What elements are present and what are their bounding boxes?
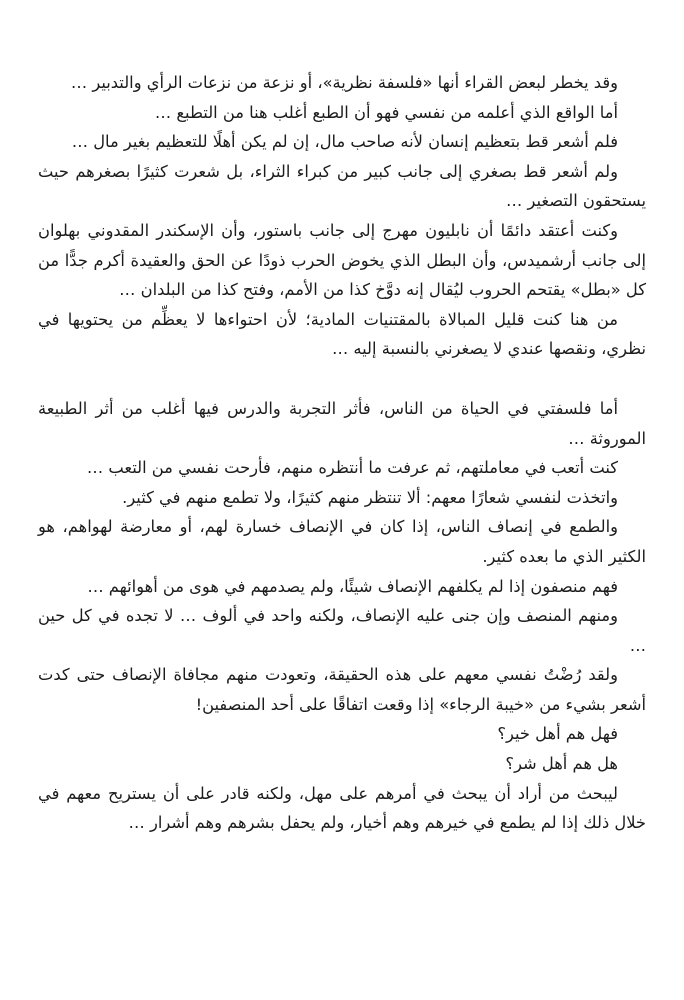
section-gap	[38, 364, 646, 394]
paragraph-8: كنت أتعب في معاملتهم، ثم عرفت ما أنتظره منهم، فأرحت نفسي من التعب …	[86, 458, 618, 478]
book-page-body	[38, 68, 646, 838]
paragraph-6: من هنا كنت قليل المبالاة بالمقتنيات المادية؛ لأن احتواءها لا يعظِّم من يحتويها في نظري، ونقصها عندي لا يصغرني بالنسبة إليه …	[38, 309, 646, 359]
paragraph-3: فلم أشعر قط بتعظيم إنسان لأنه صاحب مال، إن لم يكن أهلًا للتعظيم بغير مال …	[71, 132, 618, 152]
paragraph-7: أما فلسفتي في الحياة من الناس، فأثر التجربة والدرس فيها أغلب من أثر الطبيعة الموروثة …	[38, 398, 646, 448]
paragraph-12: ومنهم المنصف وإن جنى عليه الإنصاف، ولكنه واحد في ألوف … لا تجده في كل حين …	[38, 606, 646, 655]
paragraph-16: ليبحث من أراد أن يبحث في أمرهم على مهل، ولكنه قادر على أن يستريح معهم في خلال ذلك إذا لم يطمع في خيرهم وهم أخيار، ولم يحفل بشرهم وهم أشرار …	[38, 783, 646, 833]
paragraph-10: والطمع في إنصاف الناس، إذا كان في الإنصاف خسارة لهم، أو معارضة لهواهم، هو الكثير الذي ما بعده كثير.	[38, 517, 646, 566]
paragraph-2: أما الواقع الذي أعلمه من نفسي فهو أن الطبع أغلب هنا من التطبع …	[154, 102, 618, 122]
paragraph-11: فهم منصفون إذا لم يكلفهم الإنصاف شيئًا، ولم يصدمهم في هوى من أهوائهم …	[87, 576, 618, 596]
paragraph-4: ولم أشعر قط بصغري إلى جانب كبير من كبراء الثراء، بل شعرت كثيرًا بصغرهم حيث يستحقون التصغير …	[38, 161, 646, 211]
paragraph-1: وقد يخطر لبعض القراء أنها «فلسفة نظرية»، أو نزعة من نزعات الرأي والتدبير …	[70, 73, 618, 92]
paragraph-9: واتخذت لنفسي شعارًا معهم: ألا تنتظر منهم كثيرًا، ولا تطمع منهم في كثير.	[122, 487, 618, 507]
paragraph-5: وكنت أعتقد دائمًا أن نابليون مهرج إلى جانب باستور، وأن الإسكندر المقدوني بهلوان إلى جانب أرشميدس، وأن البطل الذي يخوض الحرب ذودًا عن الحق والعقيدة أكرم جدًّا من كل «بطل» يقتحم الحروب ليُقال إنه دوَّخ كذا من الأمم، وفتح كذا من البلدان …	[38, 220, 646, 300]
paragraph-14: فهل هم أهل خير؟	[497, 724, 618, 744]
paragraph-15: هل هم أهل شر؟	[505, 754, 618, 774]
paragraph-13: ولقد رُضْتُ نفسي معهم على هذه الحقيقة، وتعودت منهم مجافاة الإنصاف حتى كدت أشعر بشيء من «خيبة الرجاء» إذا وقعت اتفاقًا على أحد المنصفين!	[38, 665, 646, 714]
